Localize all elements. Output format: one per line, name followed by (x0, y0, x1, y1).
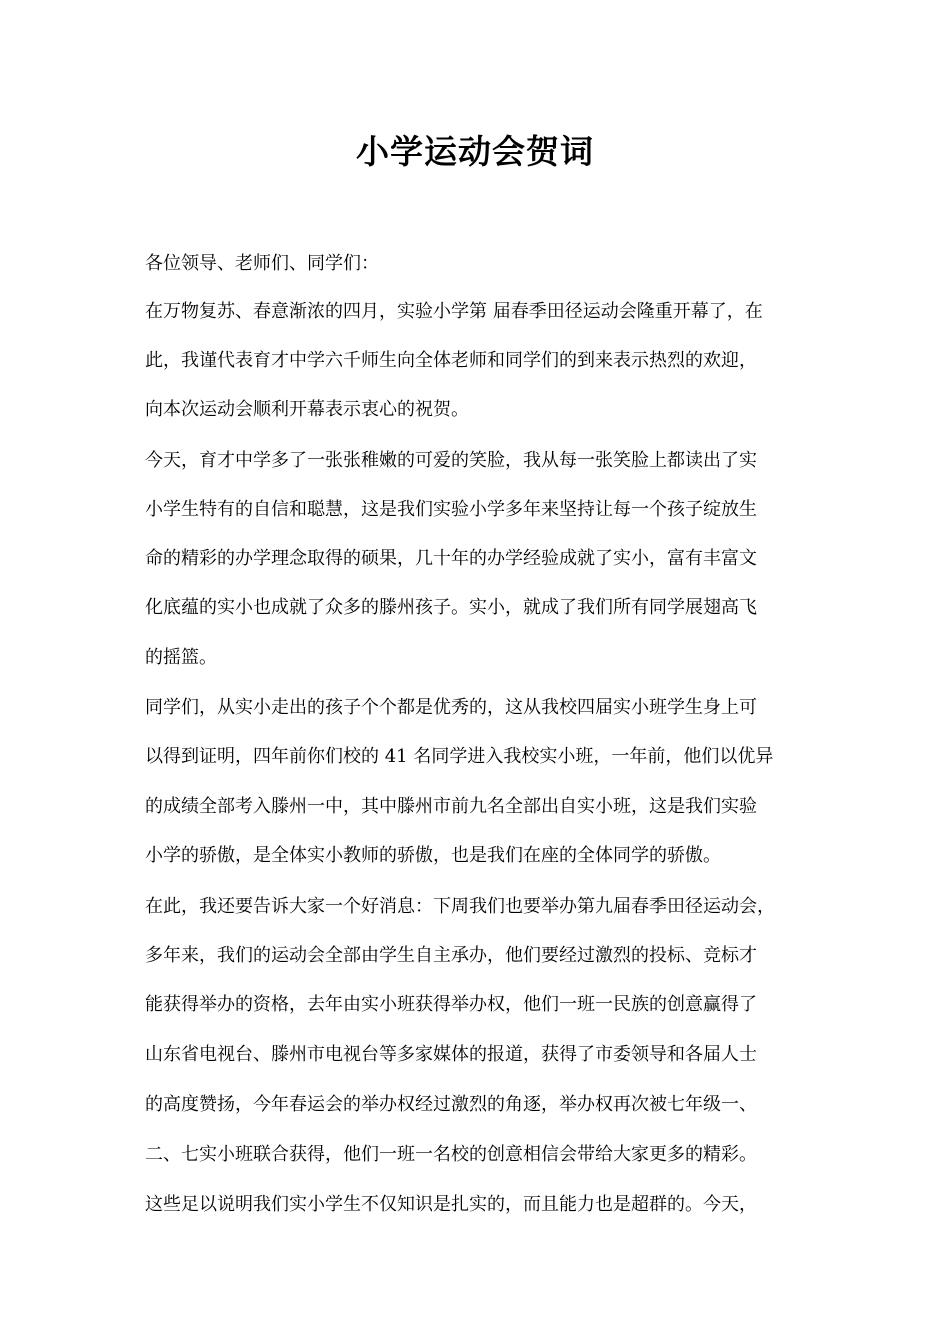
text-line: 的高度赞扬，今年春运会的举办权经过激烈的角逐，举办权再次被七年级一、 (145, 1094, 757, 1115)
text-line: 向本次运动会顺利开幕表示衷心的祝贺。 (145, 399, 469, 420)
text-line: 多年来，我们的运动会全部由学生自主承办，他们要经过激烈的投标、竞标才 (145, 945, 757, 966)
text-line: 化底蕴的实小也成就了众多的滕州孩子。实小，就成了我们所有同学展翅高飞 (145, 597, 757, 618)
text-line: 在万物复苏、春意渐浓的四月，实验小学第 届春季田径运动会隆重开幕了，在 (145, 301, 763, 322)
text-line: 小学生特有的自信和聪慧，这是我们实验小学多年来坚持让每一个孩子绽放生 (145, 499, 757, 520)
text-line: 二、七实小班联合获得，他们一班一名校的创意相信会带给大家更多的精彩。 (145, 1144, 757, 1165)
text-line: 同学们，从实小走出的孩子个个都是优秀的，这从我校四届实小班学生身上可 (145, 697, 757, 718)
text-line: 今天，育才中学多了一张张稚嫩的可爱的笑脸，我从每一张笑脸上都读出了实 (145, 450, 757, 471)
text-line: 在此，我还要告诉大家一个好消息：下周我们也要举办第九届春季田径运动会， (145, 896, 775, 917)
text-line: 的摇篮。 (145, 647, 217, 668)
text-line: 山东省电视台、滕州市电视台等多家媒体的报道，获得了市委领导和各届人士 (145, 1044, 757, 1065)
text-line: 这些足以说明我们实小学生不仅知识是扎实的，而且能力也是超群的。今天， (145, 1194, 757, 1215)
text-line: 小学的骄傲，是全体实小教师的骄傲，也是我们在座的全体同学的骄傲。 (145, 845, 721, 866)
document-title: 小学运动会贺词 (356, 132, 594, 171)
text-line: 此，我谨代表育才中学六千师生向全体老师和同学们的到来表示热烈的欢迎， (145, 350, 757, 371)
text-line: 的成绩全部考入滕州一中，其中滕州市前九名全部出自实小班，这是我们实验 (145, 796, 757, 817)
text-line: 各位领导、老师们、同学们： (145, 253, 379, 274)
text-line: 能获得举办的资格，去年由实小班获得举办权，他们一班一民族的创意赢得了 (145, 994, 757, 1015)
text-line: 命的精彩的办学理念取得的硕果，几十年的办学经验成就了实小，富有丰富文 (145, 548, 757, 569)
text-line: 以得到证明，四年前你们校的 41 名同学进入我校实小班，一年前，他们以优异 (145, 746, 774, 767)
